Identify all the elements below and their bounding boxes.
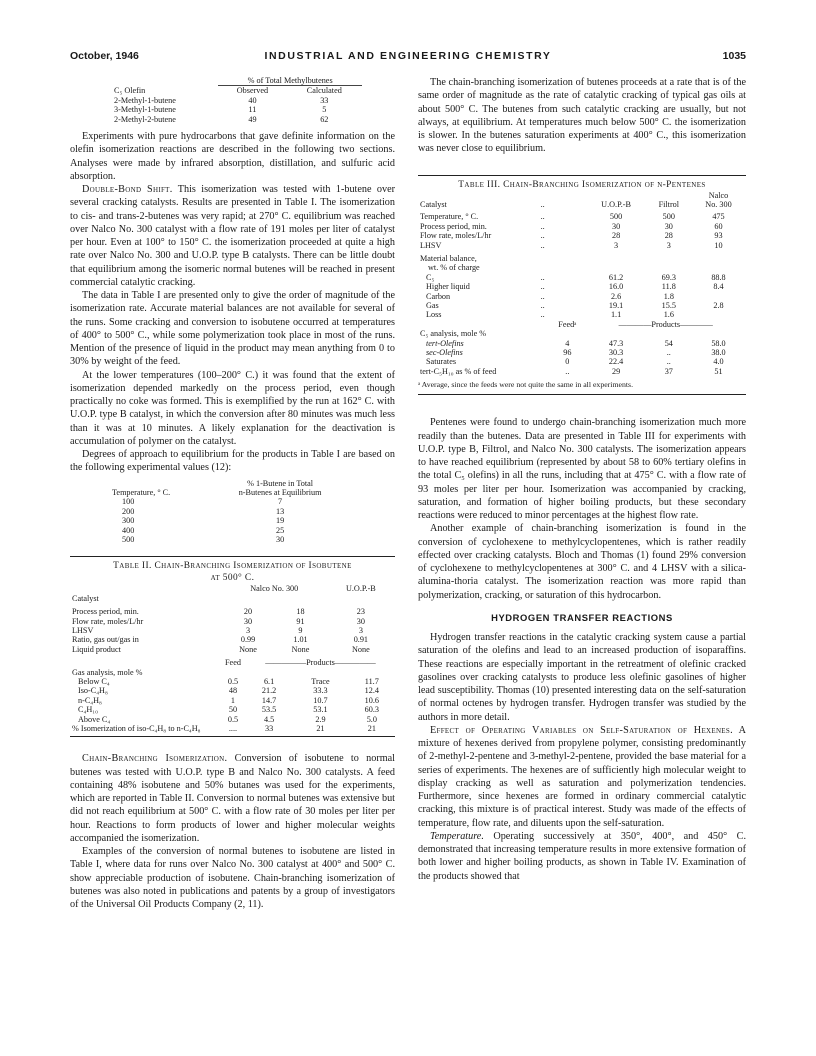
cell: 2-Methyl-2-butene [114,114,176,124]
table-rule [70,556,395,557]
cell: 11 [248,105,257,115]
paragraph: Degrees of approach to equilibrium for the products in Table I are based on the following experimental values (12): [70,449,395,474]
cell: 96 [563,348,572,357]
t3-products-wrap: ————Products———— [618,319,713,329]
cell: 5.0 [366,714,377,724]
methyl-col0: C₅ Olefin [114,85,146,95]
paragraph: The data in Table I are presented only to give the order of magnitude of the isomerization rate. Accurate material balances are not available for several of the runs. Some cracking and conversion to isobutene occurred at temperatures of 400° to 500° C., while some polymerization took place in most of the runs. Mention of the presence of liquid in the product may mean anything from 0 to 30% by weight of the feed. [70,290,395,368]
cell: Trace [311,677,330,687]
table-row [70,705,395,714]
cell: Ratio, gas out/gas in [72,635,139,645]
table-row [418,273,746,282]
t2-feed: Feed [225,658,241,668]
cell: .. [540,231,545,241]
cell: Saturates [426,357,457,367]
run-in-heading: Temperature. [430,830,484,842]
t3-products: Products [651,319,681,329]
table-rule [418,175,746,176]
cell: % Isomerization of iso-C₄H₈ to n-C₄H₈ [72,724,201,734]
cell [691,310,746,319]
paragraph: Experiments with pure hydrocarbons that gave definite information on the olefin isomerization reactions are described in the following two sections. Analyses were made by infrared absorption, distillation, and sulfuric acid absorption. [70,131,395,182]
cell: 475 [712,212,725,222]
cell: 10.6 [364,695,379,705]
cell: 48 [228,686,238,696]
cell: 8.4 [713,282,724,292]
cell: 28 [611,231,621,241]
run-in-heading: Effect of Operating Variables on Self-Saturation of Hexenes. [430,724,733,736]
cell: 47.3 [608,338,624,348]
cell: 400 [122,525,135,535]
cell: None [239,644,257,654]
cell: 0.5 [227,714,239,724]
table-row [110,507,350,516]
issue-date: October, 1946 [70,50,139,62]
table-row [70,626,395,635]
cell: 200 [122,506,135,516]
section-heading: HYDROGEN TRANSFER REACTIONS [491,611,673,623]
cell: 3 [358,626,363,635]
cell: 1.1 [610,310,622,320]
cell: 60 [714,221,723,231]
cell: 54 [664,338,673,348]
cell: Above C₄ [78,714,111,724]
cell: 23 [356,607,365,617]
cell: .. [565,366,570,376]
methylbutene-table [112,76,362,124]
cell: 1 [230,695,235,705]
t3-mb-label1: Material balance, [420,253,477,263]
table-row [110,516,350,525]
table-rule [418,394,746,395]
cell: 33 [264,724,274,734]
cell: 38.0 [711,348,726,357]
paragraph: Hydrogen transfer reactions in the catalytic cracking system cause a partial saturation of the olefins and lead to an increased production of isoparaffins. These reactions are especially important in the retreatment of olefinic cracked gasolines over cracking catalysts to produce less olefinic gasolines of higher lead susceptibility. Thomas (10) presented interesting data on the self-saturation of normal octenes by hydrogen transfer. Hydrogen transfer was studied by the authors in more detail. [418,632,746,723]
table-row [418,282,746,291]
t2-products: Products [306,658,335,668]
cell: 1.01 [293,635,308,645]
cell: 10 [714,240,723,250]
cell: 30 [356,616,365,626]
cell: .. [540,310,545,320]
table-3-title: Table III. Chain-Branching Isomerization of n-Pentenes [458,179,706,190]
methyl-group-header: % of Total Methylbutenes [218,76,362,86]
cell: 2.6 [610,291,622,301]
cell: 33 [320,95,329,105]
cell: 62 [320,114,329,124]
t2-nalco: Nalco No. 300 [250,584,299,594]
paragraph: Pentenes were found to undergo chain-branching isomerization much more readily than the butenes. Data are presented in Table III for experiments with U.O.P. type B, Filtrol, and Nalco No. 300 catalysts. The isomerization appears to have reached equilibrium (represented by about 58 to 60% tertiary olefins in the total C₅ olefins) in all the runs, including that at 475° C. with a flow rate of 93 moles per liter per hour. Isomerization was accompanied by cracking, saturation, and formation of higher boiling products, but these secondary reactions were reduced to minor percentages at the highest flow rate. [418,417,746,522]
cell: 21 [367,724,376,734]
t3-catalyst: Catalyst [420,199,447,209]
cell: 3 [666,240,671,250]
table-row [70,677,395,686]
cell: 30 [275,534,285,544]
cell: 3-Methyl-1-butene [114,105,176,115]
cell: 19.1 [608,300,624,310]
table-row [70,645,395,654]
cell: 21.2 [261,686,277,696]
cell: 3 [614,240,619,250]
cell: .. [540,282,545,292]
cell: Carbon [426,291,451,301]
cell: 2.9 [315,714,326,724]
table-2-title: Table II. Chain-Branching Isomerization of Isobutene [113,561,352,572]
cell: 37 [664,366,673,376]
cell: 25 [275,525,285,535]
cell: .... [228,724,238,734]
cell: 2.8 [713,300,724,310]
table-3 [418,179,746,392]
t3-c1: U.O.P.-B [601,199,631,209]
cell: 50 [228,705,238,715]
paragraph: Another example of chain-branching isomerization is found in the conversion of cyclohexene to methylcyclopentenes, which is rather readily effected over cracking catalysts. Bloch and Thomas (1) found 29% conversion of cyclohexene to methylcyclopentenes at 300° C. and 4 LHSV with a silica-alumina-thoria catalyst. The isomerization reaction was more rapid than polymerization, cracking, or saturation of this hydrocarbon. [418,523,746,601]
cell: 13 [275,506,285,516]
table-row [418,348,746,357]
cell: 30 [243,616,253,626]
cell: 51 [714,366,723,376]
table-rule [70,736,395,737]
table-row [110,526,350,535]
equil-col0: Temperature, ° C. [112,487,171,497]
paragraph: At the lower temperatures (100–200° C.) it was found that the extent of isomerization depended markedly on the process period, even though practically no coke was formed. This is exemplified by the run at 162° C. with U.O.P. type B catalyst, in which the conversion after 80 minutes was much less than it was at 10 minutes. A likely explanation for the deactivation is accumulation of polymer on the catalyst. [70,369,395,447]
cell: 29 [611,366,621,376]
table-row [112,105,362,114]
cell: 1.6 [663,310,674,320]
paragraph [418,830,746,883]
t3-c3b: No. 300 [705,199,732,209]
cell: 16.0 [608,282,624,292]
cell: 100 [122,497,135,507]
paragraph [70,752,395,845]
cell: .. [540,272,545,282]
table-row [70,696,395,705]
cell: 88.8 [711,272,726,282]
table-row [70,724,395,733]
cell: Flow rate, moles/L/hr [72,616,144,626]
equilibrium-table [110,479,350,545]
equil-col1a: % 1-Butene in Total [247,478,314,488]
table-row [418,212,746,221]
table-row [110,497,350,506]
methyl-col1: Observed [236,86,269,96]
table-3-grid [418,191,746,377]
t3-feed: Feedᵃ [558,319,577,329]
cell: .. [540,240,545,250]
cell: 28 [664,231,673,241]
cell: .. [540,300,545,310]
cell: 40 [248,95,257,105]
cell: 21 [316,724,325,734]
cell: 0 [565,357,570,367]
paragraph: The chain-branching isomerization of butenes proceeds at a rate that is of the same order of magnitude as the rate of catalytic cracking of typical gas oils at about 500° C. The butenes from such catalytic cracking are usually, but not always, at equilibrium. At temperatures much below 500° C. the isomerization is slower. In the butenes saturation experiments at 400° C., this isomerization was never close to equilibrium. [418,77,746,155]
cell [691,292,746,301]
cell: 11.8 [661,282,676,292]
t2-gas-label: Gas analysis, mole % [72,667,143,677]
table-row [418,301,746,310]
cell: None [291,644,310,654]
cell: 7 [278,497,283,507]
t3-c3a: Nalco [708,190,729,200]
cell: .. [666,348,671,357]
cell: 69.3 [661,272,676,282]
cell: 1.8 [663,291,674,301]
page-header [70,50,746,64]
cell: n-C₄H₈ [78,695,102,705]
t2-uop: U.O.P.-B [345,584,376,594]
table-row [418,357,746,366]
cell: None [351,644,370,654]
table-row [418,310,746,319]
t2-products-wrap: —————Products————— [265,658,376,668]
cell: sec-Olefins [426,348,463,357]
paragraph-body: A mixture of hexenes derived from propylene polymer, consisting predominantly of 2-methyl-2-pentene and 3-methyl-2-pentene, provided the base material for a series of experiments. The hexenes are of sufficiently high molecular weight to display cracking as well as saturation and polymerization tendencies. Furthermore, since hexenes are formed in ordinary commercial catalytic cracking, this mixture is of practical interest. Study was made of the effects of temperature, flow rate, and diluents upon the self-saturation. [418,724,746,829]
cell: Process period, min. [72,607,139,617]
cell: 33.3 [313,686,328,696]
cell: 5 [322,105,327,115]
t3-c2: Filtrol [658,199,680,209]
paragraph-body: Operating successively at 350°, 400°, and 450° C. demonstrated that increasing temperature results in more extensive formation of both lower and higher boiling products, as shown in Table IV. Examination of the products showed that [418,830,746,882]
table-row [110,535,350,544]
table-row [418,292,746,301]
cell: 500 [122,534,135,544]
table-2-grid [70,584,395,658]
cell: C₄H₁₀ [78,705,98,715]
cell: C₅ [426,272,435,282]
methyl-col2: Calculated [306,86,342,96]
cell: 30.3 [608,348,624,357]
cell: Liquid product [72,644,121,654]
cell: Below C₄ [78,677,110,687]
equil-col1b: n-Butenes at Equilibrium [238,487,322,497]
table-row [418,367,746,376]
cell: 0.99 [240,635,256,645]
cell: 49 [248,114,257,124]
table-row [418,231,746,240]
cell: .. [540,212,545,222]
cell: .. [540,291,545,301]
paragraph [418,724,746,830]
cell: 61.2 [608,272,624,282]
cell: 300 [122,516,135,526]
cell: 12.4 [364,686,379,696]
table-2 [70,560,395,733]
table-row [418,339,746,348]
cell: 500 [609,212,623,222]
cell: .. [666,357,671,367]
cell: Flow rate, moles/L/hr [420,231,492,241]
cell: 15.5 [661,300,676,310]
table-row [418,241,746,250]
cell: 4 [565,338,570,348]
cell: .. [540,221,545,231]
cell: 2-Methyl-1-butene [114,95,176,105]
cell: 14.7 [261,695,277,705]
cell: 500 [662,212,675,222]
right-column [418,76,746,883]
cell: 93 [714,231,723,241]
cell: 30 [611,221,621,231]
cell: 60.3 [364,705,379,715]
page-number: 1035 [722,50,746,62]
cell: 0.91 [353,635,369,645]
table-3-footnote: ᵃ Average, since the feeds were not quite the same in all experiments. [418,380,634,390]
table-row [112,96,362,105]
cell: .. [540,199,545,209]
journal-title: INDUSTRIAL AND ENGINEERING CHEMISTRY [264,50,552,62]
cell: 3 [245,626,251,635]
cell: 9 [298,626,303,635]
paragraph: Examples of the conversion of normal butenes to isobutene are listed in Table I, where data for runs over Nalco No. 300 catalyst at 400° and 500° C. show appreciable production of isobutene. Chain-branching isomerization of butenes was also noted in publications and patents by a group of investigators of the Universal Oil Products Company (2, 11). [70,846,395,911]
cell: tert-C₅H₁₀ as % of feed [420,366,497,376]
table-row [70,686,395,695]
table-row [70,635,395,644]
left-column [70,76,395,911]
cell: 20 [243,607,253,617]
paragraph [70,183,395,289]
cell: Process period, min. [420,221,487,231]
cell: 91 [296,616,305,626]
cell: Higher liquid [426,282,470,292]
cell: 0.5 [227,677,239,687]
run-in-heading: Double-Bond Shift. [82,184,173,196]
cell: Gas [426,300,439,310]
cell: 4.5 [263,714,275,724]
cell: 4.0 [713,357,724,367]
table-row [70,607,395,616]
cell: 11.7 [364,677,379,687]
table-2-title-2: at 500° C. [210,573,255,584]
table-2-gas [70,658,395,733]
table-row [418,222,746,231]
table-row [70,617,395,626]
cell: 53.1 [313,705,328,715]
paragraph-body: This isomerization was tested with 1-butene over several cracking catalysts. Results are presented in Table I. The isomerization to cis- and trans-2-butenes was very rapid; at 270° C. equilibrium was reached over Nalco No. 300 catalyst with a flow rate of 191 moles per liter of catalyst per hour. Even at 100° to 150° C. the isomerization proceeded at quite a high rate over Nalco No. 300 and U.O.P. type B catalysts. There can be little doubt that equilibrium among the isomeric normal butenes will be reached in present commercial catalytic cracking. [70,184,395,288]
cell: tert-Olefins [426,338,464,348]
cell: Iso-C₄H₈ [78,686,108,696]
cell: Temperature, ° C. [420,212,479,222]
t3-mb-label2: wt. % of charge [428,263,480,273]
cell: LHSV [420,240,442,250]
cell: 18 [296,607,305,617]
cell: 58.0 [711,338,726,348]
cell: 30 [664,221,673,231]
run-in-heading: Chain-Branching Isomerization. [82,753,228,765]
cell: 10.7 [313,695,328,705]
table-row [112,115,362,124]
cell: Loss [426,310,442,320]
cell: 19 [275,516,285,526]
cell: 6.1 [263,677,275,687]
table-row [70,715,395,724]
cell: 22.4 [608,357,624,367]
t3-an-label: C₅ analysis, mole % [420,329,487,339]
t2-catalyst: Catalyst [72,593,99,603]
paragraph-body: Conversion of isobutene to normal butenes was tested with U.O.P. type B and Nalco No. 300 catalysts. A feed containing 48% isobutene and 50% butanes was used for the experiments, which are reported in Table II. Conversion to normal butenes was extensive but did not reach equilibrium at 500° C. with a flow rate of 30 moles per liter per hour. Reactions to form products of lower and higher molecular weights accompanied the isomerization. [70,753,395,844]
cell: 53.5 [261,705,277,715]
cell: LHSV [72,626,94,635]
